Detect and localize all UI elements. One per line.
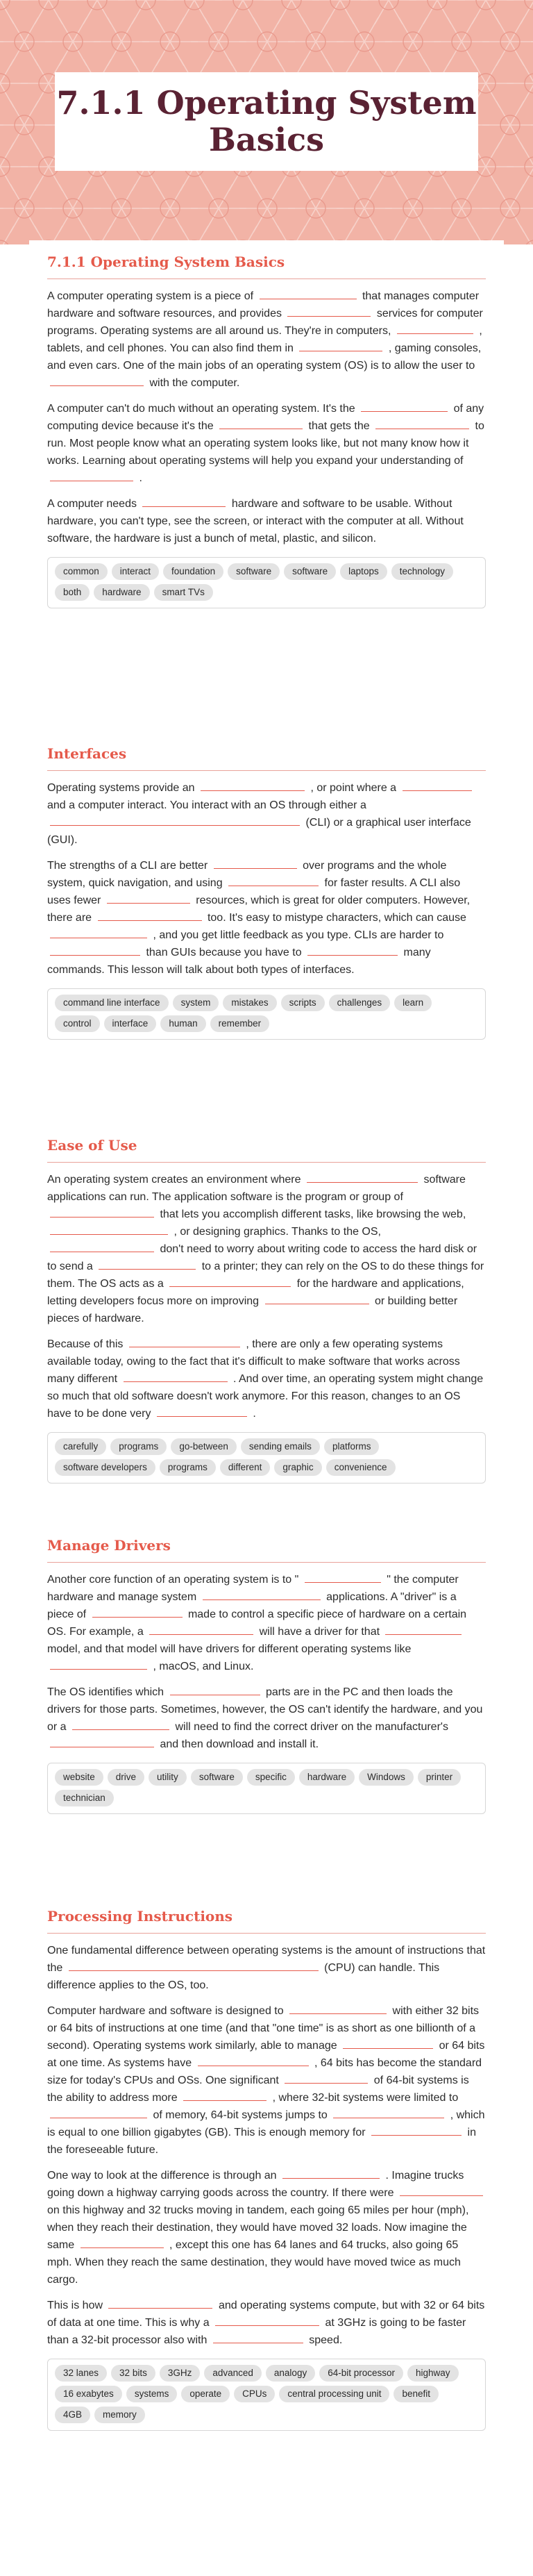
fill-in-blank[interactable]	[214, 858, 297, 869]
word-chip[interactable]: hardware	[94, 584, 149, 601]
hero-banner	[0, 0, 533, 244]
text-segment: or 64 bits at one time. As systems have	[47, 2040, 485, 2069]
text-segment: or building better pieces of hardware.	[47, 1295, 458, 1324]
text-segment: of memory, 64-bit systems jumps to	[153, 2109, 328, 2121]
fill-in-blank[interactable]	[228, 876, 319, 886]
text-segment: many commands. This lesson will talk about both types of interfaces.	[47, 947, 431, 976]
fill-in-blank[interactable]	[305, 1572, 381, 1583]
paragraph	[47, 2297, 486, 2349]
text-segment: , which is equal to one billion gigabytes (GB). This is enough memory for	[47, 2109, 485, 2138]
text-segment: . And over time, an operating system might change so much that old software doesn't work anymore. For this reason, changes to an OS have to be done very	[47, 1373, 484, 1420]
fill-in-blank[interactable]	[287, 306, 371, 317]
paragraph	[47, 2002, 486, 2159]
section-heading: Manage Drivers	[47, 1535, 486, 1563]
word-chip[interactable]: highway	[407, 2365, 459, 2382]
text-segment: and operating systems compute, but with 32 or 64 bits of data at one time. This is why a	[47, 2300, 485, 2329]
word-chip[interactable]: central processing unit	[279, 2386, 389, 2402]
word-chip[interactable]: interface	[104, 1015, 157, 1032]
section-ease-of-use	[29, 1135, 504, 1484]
word-chip[interactable]: programs	[110, 1438, 167, 1455]
paragraph	[47, 1942, 486, 1994]
word-chip[interactable]: systems	[126, 2386, 178, 2402]
word-chip[interactable]: 16 exabytes	[55, 2386, 122, 2402]
text-segment: too. It's easy to mistype characters, which can cause	[207, 912, 466, 924]
fill-in-blank[interactable]	[215, 2316, 319, 2326]
text-segment: One fundamental difference between operating systems is the amount of instructions that the	[47, 1945, 486, 1974]
fill-in-blank[interactable]	[289, 2004, 387, 2014]
text-segment: in the foreseeable future.	[47, 2127, 476, 2156]
fill-in-blank[interactable]	[157, 1406, 247, 1417]
word-chip[interactable]: 32 bits	[111, 2365, 155, 2382]
fill-in-blank[interactable]	[170, 1685, 260, 1695]
fill-in-blank[interactable]	[333, 2108, 444, 2118]
section-7-1-1-operating-system-basics	[29, 251, 504, 608]
text-segment: , there are only a few operating systems available today, owing to the fact that it's difficult to make software that works across many different	[47, 1338, 460, 1385]
word-chip[interactable]: CPUs	[234, 2386, 275, 2402]
fill-in-blank[interactable]	[219, 419, 303, 429]
text-segment: , and you get little feedback as you type. CLIs are harder to	[153, 929, 444, 941]
fill-in-blank[interactable]	[400, 2186, 483, 2196]
word-chip[interactable]: challenges	[329, 995, 391, 1011]
word-chip[interactable]: analogy	[266, 2365, 315, 2382]
word-chip[interactable]: carefully	[55, 1438, 106, 1455]
section-interfaces	[29, 743, 504, 1040]
word-chip[interactable]: benefit	[394, 2386, 439, 2402]
text-segment: The strengths of a CLI are better	[47, 860, 208, 872]
fill-in-blank[interactable]	[142, 497, 226, 507]
text-segment: , or designing graphics. Thanks to the OS,	[174, 1226, 381, 1238]
text-segment: and a computer interact. You interact with an OS through either a	[47, 799, 366, 811]
fill-in-blank[interactable]	[50, 945, 140, 956]
paragraph	[47, 1571, 486, 1675]
fill-in-blank[interactable]	[343, 2038, 433, 2049]
text-segment: resources, which is great for older computers. However, there are	[47, 895, 471, 924]
text-segment: , or point where a	[310, 782, 397, 794]
fill-in-blank[interactable]	[282, 2168, 380, 2179]
fill-in-blank[interactable]	[371, 2125, 462, 2136]
text-segment: on this highway and 32 trucks moving in tandem, each going 65 miles per hour (mph), when they reach their destination, they would have moved 32 loads. Now imagine the same	[47, 2204, 469, 2251]
text-segment: A computer operating system is a piece of	[47, 290, 254, 302]
fill-in-blank[interactable]	[50, 1242, 154, 1252]
text-segment: services for computer programs. Operating systems are all around us. They're in computers,	[47, 308, 483, 337]
fill-in-blank[interactable]	[69, 1961, 319, 1971]
text-segment: will need to find the correct driver on the manufacturer's	[175, 1721, 448, 1733]
text-segment: A computer needs	[47, 498, 137, 510]
word-chip[interactable]: learn	[394, 995, 432, 1011]
page-title: 7.1.1 Operating System Basics	[56, 83, 477, 158]
word-chip[interactable]: common	[55, 563, 108, 580]
fill-in-blank[interactable]	[375, 419, 469, 429]
text-segment: hardware and software to be usable. Without hardware, you can't type, see the screen, or interact with the computer at all. Without software, the hardware is just a bunch of metal, plastic, and silicon.	[47, 498, 464, 545]
text-segment: that manages computer hardware and software resources, and provides	[47, 290, 480, 319]
word-chip[interactable]: convenience	[326, 1459, 396, 1476]
word-chip[interactable]: platforms	[324, 1438, 380, 1455]
fill-in-blank[interactable]	[107, 893, 190, 904]
fill-in-blank[interactable]	[50, 471, 133, 481]
section-heading: 7.1.1 Operating System Basics	[47, 251, 486, 279]
text-segment: made to control a specific piece of hardware on a certain OS. For example, a	[47, 1609, 467, 1638]
word-chip[interactable]: smart TVs	[154, 584, 213, 601]
word-bank	[47, 988, 486, 1040]
word-chip[interactable]: 32 lanes	[55, 2365, 107, 2382]
paragraph	[47, 857, 486, 979]
fill-in-blank[interactable]	[183, 2091, 266, 2101]
fill-in-blank[interactable]	[50, 928, 147, 938]
fill-in-blank[interactable]	[129, 1337, 240, 1347]
text-segment: speed.	[309, 2334, 343, 2346]
fill-in-blank[interactable]	[285, 2073, 368, 2084]
section-processing-instructions	[29, 1906, 504, 2431]
fill-in-blank[interactable]	[124, 1372, 228, 1382]
paragraph	[47, 1171, 486, 1327]
word-chip[interactable]: both	[55, 584, 90, 601]
text-segment: don't need to worry about writing code to access the hard disk or to send a	[47, 1243, 477, 1272]
fill-in-blank[interactable]	[50, 1224, 168, 1235]
text-segment: .	[139, 472, 142, 484]
fill-in-blank[interactable]	[81, 2238, 164, 2248]
text-segment: , except this one has 64 lanes and 64 trucks, also going 65 mph. When they reach the same destination, they would have moved twice as much cargo.	[47, 2239, 461, 2286]
text-segment: Computer hardware and software is designed to	[47, 2005, 284, 2017]
text-segment: (CLI) or a graphical user interface (GUI).	[47, 817, 471, 846]
fill-in-blank[interactable]	[198, 2056, 309, 2066]
fill-in-blank[interactable]	[397, 324, 473, 334]
word-chip[interactable]: technician	[55, 1790, 114, 1806]
fill-in-blank[interactable]	[108, 2298, 212, 2309]
fill-in-blank[interactable]	[50, 1207, 154, 1218]
text-segment: Because of this	[47, 1338, 124, 1350]
text-segment: Operating systems provide an	[47, 782, 195, 794]
word-chip[interactable]: printer	[418, 1769, 461, 1786]
word-chip[interactable]: laptops	[340, 563, 387, 580]
fill-in-blank[interactable]	[50, 2108, 147, 2118]
fill-in-blank[interactable]	[299, 341, 382, 351]
text-segment: , tablets, and cell phones. You can also find them in	[47, 325, 482, 354]
paragraph	[47, 1336, 486, 1422]
fill-in-blank[interactable]	[92, 1607, 183, 1618]
fill-in-blank[interactable]	[307, 945, 398, 956]
word-chip[interactable]: go-between	[171, 1438, 237, 1455]
section-manage-drivers	[29, 1535, 504, 1814]
text-segment: A computer can't do much without an operating system. It's the	[47, 403, 355, 415]
fill-in-blank[interactable]	[149, 1624, 253, 1635]
fill-in-blank[interactable]	[307, 1172, 418, 1183]
text-segment: , where 32-bit systems were limited to	[272, 2092, 459, 2104]
text-segment: Another core function of an operating system is to "	[47, 1574, 299, 1586]
word-chip[interactable]: graphic	[274, 1459, 321, 1476]
fill-in-blank[interactable]	[361, 401, 448, 412]
word-chip[interactable]: sending emails	[241, 1438, 320, 1455]
worksheet-content	[29, 240, 504, 2576]
word-chip[interactable]: 64-bit processor	[319, 2365, 403, 2382]
title-card	[55, 72, 478, 171]
paragraph	[47, 400, 486, 487]
word-chip[interactable]: advanced	[204, 2365, 262, 2382]
text-segment: with either 32 bits or 64 bits of instructions at one time (and that "one time" is as short as one billionth of a second). Operating systems work similarly, able to manage	[47, 2005, 480, 2052]
word-chip[interactable]: 3GHz	[160, 2365, 201, 2382]
word-bank	[47, 1763, 486, 1814]
text-segment: , 64 bits has become the standard size for today's CPUs and OSs. One significant	[47, 2057, 482, 2086]
word-chip[interactable]: remember	[210, 1015, 270, 1032]
text-segment: One way to look at the difference is through an	[47, 2170, 277, 2182]
paragraph	[47, 1684, 486, 1753]
text-segment: with the computer.	[149, 377, 240, 389]
text-segment: than GUIs because you have to	[146, 947, 302, 958]
word-chip[interactable]: human	[160, 1015, 205, 1032]
word-chip[interactable]: technology	[391, 563, 453, 580]
paragraph	[47, 495, 486, 547]
word-chip[interactable]: Windows	[359, 1769, 414, 1786]
word-bank	[47, 557, 486, 608]
fill-in-blank[interactable]	[98, 911, 202, 921]
word-chip[interactable]: specific	[247, 1769, 295, 1786]
fill-in-blank[interactable]	[50, 815, 300, 826]
word-bank	[47, 1432, 486, 1484]
text-segment: that lets you accomplish different tasks, like browsing the web,	[160, 1208, 466, 1220]
text-segment: for faster results. A CLI also uses fewer	[47, 877, 461, 906]
word-chip[interactable]: software	[284, 563, 336, 580]
text-segment: , gaming consoles, and even cars. One of the main jobs of an operating system (OS) is to allow the user to	[47, 342, 482, 372]
section-heading: Processing Instructions	[47, 1906, 486, 1934]
fill-in-blank[interactable]	[169, 1277, 291, 1287]
fill-in-blank[interactable]	[265, 1294, 369, 1304]
text-segment: of any computing device because it's the	[47, 403, 484, 432]
section-heading: Ease of Use	[47, 1135, 486, 1163]
text-segment: , macOS, and Linux.	[153, 1661, 254, 1672]
word-chip[interactable]: foundation	[163, 563, 223, 580]
text-segment: of 64-bit systems is the ability to address more	[47, 2075, 469, 2104]
text-segment: (CPU) can handle. This difference applies to the OS, too.	[47, 1962, 440, 1991]
paragraph	[47, 779, 486, 849]
fill-in-blank[interactable]	[403, 781, 472, 791]
fill-in-blank[interactable]	[385, 1624, 462, 1635]
word-chip[interactable]: operate	[181, 2386, 230, 2402]
text-segment: .	[253, 1408, 256, 1420]
text-segment: at 3GHz is going to be faster than a 32-bit processor also with	[47, 2317, 466, 2346]
word-chip[interactable]: software	[191, 1769, 243, 1786]
word-chip[interactable]: website	[55, 1769, 103, 1786]
word-chip[interactable]: hardware	[299, 1769, 355, 1786]
paragraph	[47, 288, 486, 392]
fill-in-blank[interactable]	[203, 1590, 321, 1600]
word-chip[interactable]: software developers	[55, 1459, 155, 1476]
text-segment: . Imagine trucks going down a highway carrying goods across the country. If there were	[47, 2170, 464, 2199]
fill-in-blank[interactable]	[201, 781, 305, 791]
word-chip[interactable]: interact	[112, 563, 159, 580]
word-chip[interactable]: different	[220, 1459, 271, 1476]
text-segment: over programs and the whole system, quick navigation, and using	[47, 860, 447, 889]
text-segment: model, and that model will have drivers for different operating systems like	[47, 1643, 412, 1655]
fill-in-blank[interactable]	[213, 2333, 303, 2343]
section-heading: Interfaces	[47, 743, 486, 771]
word-chip[interactable]: mistakes	[223, 995, 276, 1011]
word-chip[interactable]: programs	[160, 1459, 216, 1476]
text-segment: software applications can run. The application software is the program or group of	[47, 1174, 466, 1203]
fill-in-blank[interactable]	[99, 1259, 196, 1270]
paragraph	[47, 2167, 486, 2288]
word-chip[interactable]: memory	[94, 2407, 145, 2423]
text-segment: This is how	[47, 2300, 103, 2311]
text-segment: and then download and install it.	[160, 1738, 319, 1750]
word-chip[interactable]: control	[55, 1015, 100, 1032]
text-segment: applications. A "driver" is a piece of	[47, 1591, 457, 1620]
fill-in-blank[interactable]	[50, 1737, 154, 1747]
word-chip[interactable]: scripts	[281, 995, 325, 1011]
text-segment: " the computer hardware and manage system	[47, 1574, 459, 1603]
text-segment: parts are in the PC and then loads the drivers for those parts. Sometimes, however, the OS can't identify the hardware, and you or a	[47, 1686, 483, 1733]
word-chip[interactable]: 4GB	[55, 2407, 90, 2423]
fill-in-blank[interactable]	[72, 1720, 169, 1730]
text-segment: that gets the	[308, 420, 370, 432]
fill-in-blank[interactable]	[260, 289, 357, 299]
word-chip[interactable]: utility	[149, 1769, 187, 1786]
text-segment: The OS identifies which	[47, 1686, 164, 1698]
text-segment: will have a driver for that	[259, 1626, 380, 1638]
word-chip[interactable]: command line interface	[55, 995, 169, 1011]
word-chip[interactable]: software	[228, 563, 280, 580]
word-bank	[47, 2359, 486, 2431]
fill-in-blank[interactable]	[50, 1659, 147, 1670]
word-chip[interactable]: drive	[108, 1769, 144, 1786]
text-segment: for the hardware and applications, letting developers focus more on improving	[47, 1278, 464, 1307]
text-segment: to run. Most people know what an operating system looks like, but not many know how it works. Learning about operating systems will help you expand your understanding of	[47, 420, 484, 467]
text-segment: An operating system creates an environment where	[47, 1174, 301, 1186]
text-segment: to a printer; they can rely on the OS to do these things for them. The OS acts as a	[47, 1261, 484, 1290]
word-chip[interactable]: system	[173, 995, 219, 1011]
fill-in-blank[interactable]	[50, 376, 144, 386]
